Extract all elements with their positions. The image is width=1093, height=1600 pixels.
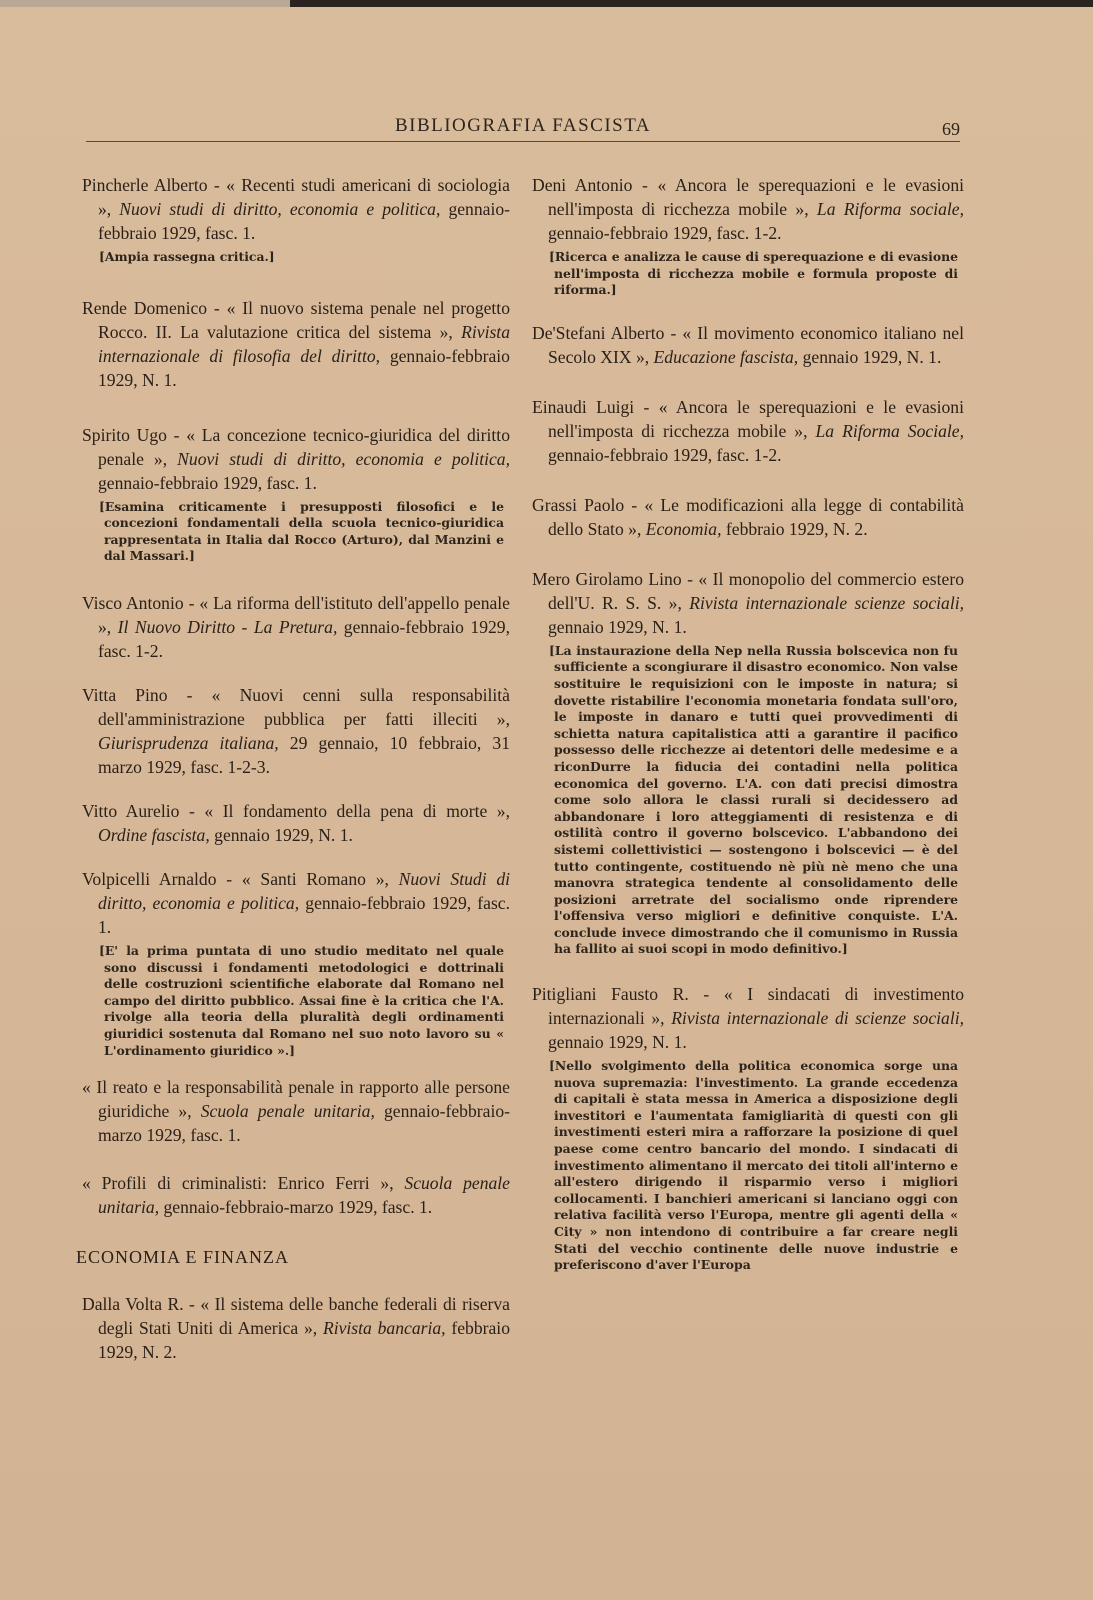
journal-title: Rivista internazionale di filosofia del diritto,	[98, 321, 510, 366]
bibliography-entry: Rende Domenico - « Il nuovo sistema penale nel progetto Rocco. II. La valutazione critica del sistema », Rivista internazionale di filosofia del diritto, gennaio-febbraio 1929, N. 1.	[82, 297, 510, 390]
bibliography-entry: Einaudi Luigi - « Ancora le sperequazioni e le evasioni nell'imposta di ricchezza mobile », La Riforma Sociale, gennaio-febbraio 1929, fasc. 1-2.	[532, 396, 964, 465]
journal-title: Scuola penale unitaria,	[98, 1173, 510, 1218]
entry-note: [Esamina criticamente i presupposti filosofici e le concezioni fondamentali della scuola tecnico-giuridica rappresentata in Italia dal Rocco (Arturo), dal Manzini e dal Massari.]	[99, 498, 504, 564]
journal-title: Rivista internazionale scienze sociali,	[689, 592, 965, 613]
journal-title: Economia,	[645, 518, 722, 539]
bibliography-entry: Vitta Pino - « Nuovi cenni sulla responsabilità dell'amministrazione pubblica per fatti illeciti », Giurisprudenza italiana, 29 gennaio, 10 febbraio, 31 marzo 1929, fasc. 1-2-3.	[82, 684, 510, 777]
journal-title: La Riforma Sociale,	[815, 420, 964, 441]
journal-title: Nuovi studi di diritto, economia e politica,	[177, 448, 510, 469]
journal-title: Ordine fascista,	[98, 824, 210, 845]
journal-title: Giurisprudenza italiana,	[98, 732, 279, 753]
bibliography-entry: Volpicelli Arnaldo - « Santi Romano », Nuovi Studi di diritto, economia e politica, gennaio-febbraio 1929, fasc. 1.	[82, 868, 511, 937]
section-heading: ECONOMIA E FINANZA	[76, 1247, 289, 1268]
left-column	[76, 173, 510, 1364]
bibliography-entry: De'Stefani Alberto - « Il movimento economico italiano nel Secolo XIX », Educazione fascista, gennaio 1929, N. 1.	[532, 322, 964, 367]
bibliography-entry: Spirito Ugo - « La concezione tecnico-giuridica del diritto penale », Nuovi studi di diritto, economia e politica, gennaio-febbraio 1929, fasc. 1.	[82, 424, 510, 493]
bibliography-entry: Mero Girolamo Lino - « Il monopolio del commercio estero dell'U. R. S. S. », Rivista internazionale scienze sociali, gennaio 1929, N. 1.	[532, 568, 965, 637]
entry-note: [E' la prima puntata di uno studio meditato nel quale sono discussi i fondamenti metodologici e dottrinali delle costruzioni scientifiche elaborate dal Romano nel campo del diritto pubblico. Assai fine è la critica che l'A. rivolge alla teoria della pluralità degli ordinamenti giuridici sostenuta dal Romano nel suo noto lavoro su « L'ordinamento giuridico ».]	[99, 942, 504, 1058]
journal-title: Nuovi Studi di diritto, economia e politica,	[98, 868, 511, 913]
entry-note: [Nello svolgimento della politica economica sorge una nuova supremazia: l'investimento. La grande eccedenza di capitali è stata messa in America a disposizione degli investitori e l'aumentata famigliarità di questi con gli investimenti esteri mira a rafforzare la posizione di quel paese come centro bancario del mondo. I sindacati di investimento alimentano il mercato dei titoli all'interno e all'estero dirigendo il risparmio verso i migliori collocamenti. I banchieri americani si lanciano oggi con relativa facilità verso l'Europa, mentre gli agenti della « City » non intendono di contribuire a far creare negli Stati del vecchio continente delle nuove industrie e preferiscono d'aver l'Europa	[549, 1058, 958, 1273]
bibliography-entry: Vitto Aurelio - « Il fondamento della pena di morte », Ordine fascista, gennaio 1929, N. 1.	[82, 800, 510, 845]
journal-title: Il Nuovo Diritto - La Pretura,	[117, 616, 338, 637]
bibliography-entry: Grassi Paolo - « Le modificazioni alla legge di contabilità dello Stato », Economia, febbraio 1929, N. 2.	[532, 494, 964, 539]
entry-note: [La instaurazione della Nep nella Russia bolscevica non fu sufficiente a scongiurare il disastro economico. Non valse sostituire le requisizioni con le imposte in natura; si dovette ristabilire l'economia monetaria fondata sull'oro, le imposte in danaro e tutti quei provvedimenti di schietta natura capitalistica atti a garantire il pacifico possesso delle ricchezze ai detentori delle medesime e a riconDurre la fiducia dei contadini nella politica economica del governo. L'A. con dati precisi dimostra come solo allora le classi rurali si decidessero ad abbandonare i loro atteggiamenti di resistenza e di ostilità contro il governo bolscevico. L'abbandono dei sistemi collettivistici — sostengono i bolscevici — è del tutto contingente, costituendo nè più nè meno che una manovra strategica tendente al consolidamento delle posizioni arretrate del socialismo onde riprendere l'offensiva verso migliori e definitive conquiste. L'A. conclude invece dimostrando che il comunismo in Russia ha fallito ai suoi scopi in modo definitivo.]	[549, 642, 958, 957]
bibliography-entry: Pitigliani Fausto R. - « I sindacati di investimento internazionali », Rivista internazionale di scienze sociali, gennaio 1929, N. 1.	[532, 984, 965, 1053]
running-title: BIBLIOGRAFIA FASCISTA	[394, 115, 652, 136]
journal-title: La Riforma sociale,	[816, 199, 964, 219]
journal-title: Rivista bancaria,	[322, 1318, 446, 1339]
page-number: 69	[942, 119, 960, 139]
bibliography-entry: Dalla Volta R. - « Il sistema delle banche federali di riserva degli Stati Uniti di America », Rivista bancaria, febbraio 1929, N. 2.	[82, 1294, 510, 1363]
bibliography-entry: Visco Antonio - « La riforma dell'istituto dell'appello penale », Il Nuovo Diritto - La Pretura, gennaio-febbraio 1929, fasc. 1-2.	[82, 592, 510, 661]
right-column	[526, 173, 964, 1274]
entry-note: [Ricerca e analizza le cause di sperequazione e di evasione nell'imposta di ricchezza mobile e formula proposte di riforma.]	[549, 249, 958, 298]
entry-note: [Ampia rassegna critica.]	[99, 249, 275, 264]
book-page	[0, 7, 1093, 1600]
page-header	[86, 107, 960, 142]
bibliography-entry: « Il reato e la responsabilità penale in rapporto alle persone giuridiche », Scuola penale unitaria, gennaio-febbraio-marzo 1929, fasc. 1.	[82, 1077, 510, 1146]
journal-title: Scuola penale unitaria,	[200, 1101, 375, 1122]
scan-top-edge	[0, 0, 1093, 7]
journal-title: Nuovi studi di diritto, economia e politica,	[119, 199, 441, 219]
bibliography-entry: Pincherle Alberto - « Recenti studi americani di sociologia », Nuovi studi di diritto, economia e politica, gennaio-febbraio 1929, fasc. 1.	[82, 175, 510, 243]
journal-title: Educazione fascista,	[653, 346, 799, 367]
bibliography-entry: Deni Antonio - « Ancora le sperequazioni e le evasioni nell'imposta di ricchezza mobile », La Riforma sociale, gennaio-febbraio 1929, fasc. 1-2.	[532, 175, 965, 243]
journal-title: Rivista internazionale di scienze sociali,	[671, 1008, 965, 1029]
bibliography-entry: « Profili di criminalisti: Enrico Ferri », Scuola penale unitaria, gennaio-febbraio-marzo 1929, fasc. 1.	[82, 1173, 510, 1218]
